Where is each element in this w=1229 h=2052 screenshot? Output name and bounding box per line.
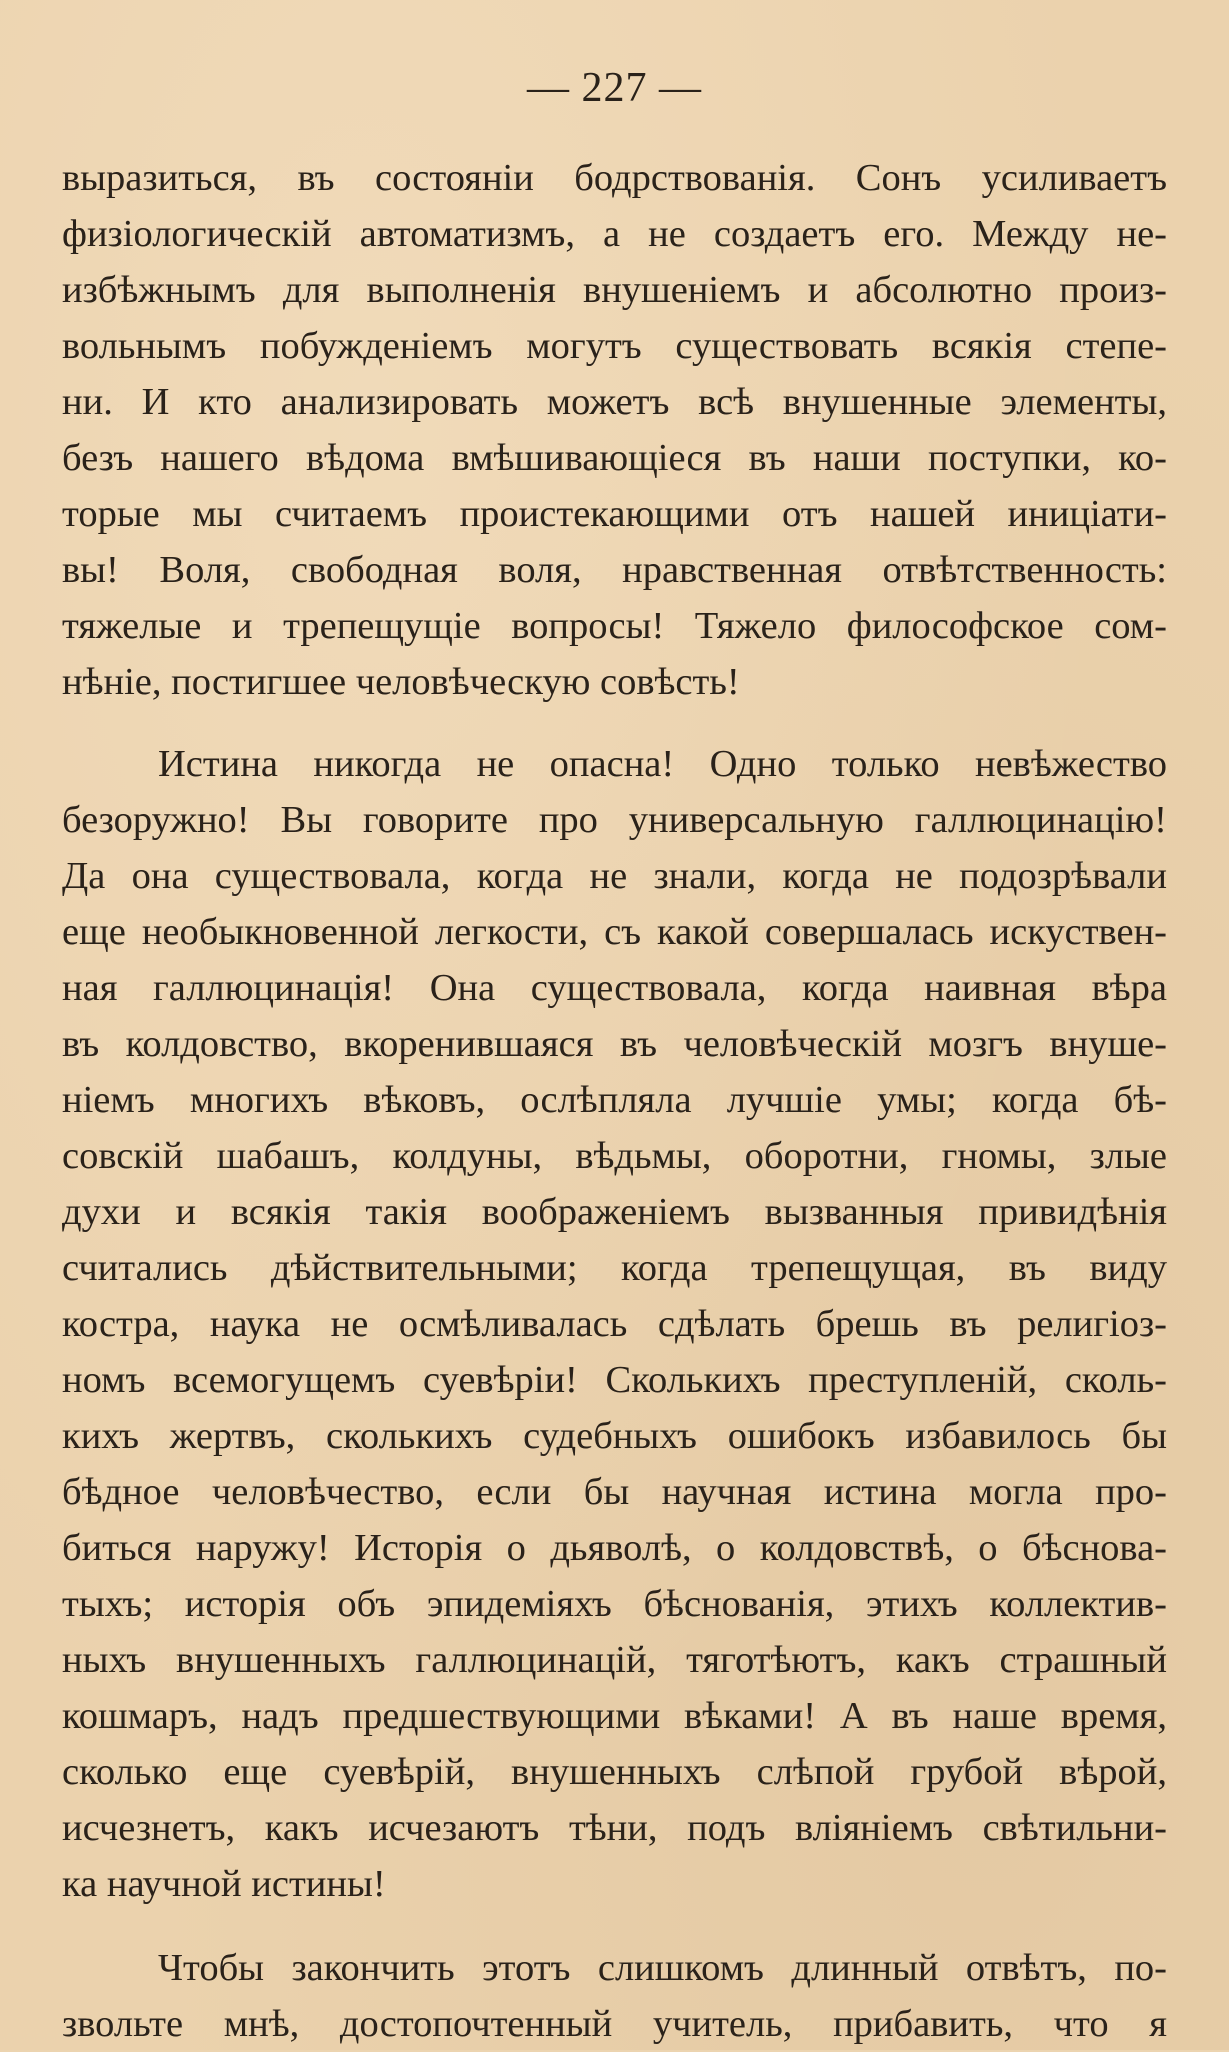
text-line: костра, наука не осмѣливалась сдѣлать брешь въ религіоз- bbox=[62, 1303, 1167, 1345]
text-line: физіологическій автоматизмъ, а не создаетъ его. Между не- bbox=[62, 213, 1167, 255]
text-line: ніемъ многихъ вѣковъ, ослѣпляла лучшіе умы; когда бѣ- bbox=[62, 1079, 1167, 1121]
text-line: избѣжнымъ для выполненія внушеніемъ и абсолютно произ- bbox=[62, 269, 1167, 311]
text-line: выразиться, въ состояніи бодрствованія. Сонъ усиливаетъ bbox=[62, 157, 1167, 199]
page-number: — 227 — bbox=[527, 65, 702, 111]
text-line: звольте мнѣ, достопочтенный учитель, прибавить, что я bbox=[62, 2003, 1167, 2045]
text-line: считались дѣйствительными; когда трепещущая, въ виду bbox=[62, 1247, 1167, 1289]
text-line: безоружно! Вы говорите про универсальную галлюцинацію! bbox=[62, 799, 1167, 841]
text-line: кошмаръ, надъ предшествующими вѣками! А въ наше время, bbox=[62, 1695, 1167, 1737]
text-line: Истина никогда не опасна! Одно только невѣжество bbox=[158, 743, 1167, 785]
text-line: вы! Воля, свободная воля, нравственная отвѣтственность: bbox=[62, 549, 1167, 591]
text-line: еще необыкновенной легкости, съ какой совершалась искуствен- bbox=[62, 911, 1167, 953]
text-line: ныхъ внушенныхъ галлюцинацій, тяготѣютъ, какъ страшный bbox=[62, 1639, 1167, 1681]
text-line: ная галлюцинація! Она существовала, когда наивная вѣра bbox=[62, 967, 1167, 1009]
text-line: ка научной истины! bbox=[62, 1863, 386, 1905]
text-line: исчезнетъ, какъ исчезаютъ тѣни, подъ вліяніемъ свѣтильни- bbox=[62, 1807, 1167, 1849]
text-line: совскій шабашъ, колдуны, вѣдьмы, оборотни, гномы, злые bbox=[62, 1135, 1167, 1177]
text-line: ни. И кто анализировать можетъ всѣ внушенные элементы, bbox=[62, 381, 1167, 423]
text-line: безъ нашего вѣдома вмѣшивающіеся въ наши поступки, ко- bbox=[62, 437, 1167, 479]
text-line: нѣніе, постигшее человѣческую совѣсть! bbox=[62, 661, 740, 703]
text-line: торые мы считаемъ проистекающими отъ нашей иниціати- bbox=[62, 493, 1167, 535]
text-line: въ колдовство, вкоренившаяся въ человѣческій мозгъ внуше- bbox=[62, 1023, 1167, 1065]
text-line: номъ всемогущемъ суевѣріи! Сколькихъ преступленій, сколь- bbox=[62, 1359, 1167, 1401]
text-line: тыхъ; исторія объ эпидеміяхъ бѣснованія, этихъ коллектив- bbox=[62, 1583, 1167, 1625]
text-line: кихъ жертвъ, сколькихъ судебныхъ ошибокъ избавилось бы bbox=[62, 1415, 1167, 1457]
text-line: сколько еще суевѣрій, внушенныхъ слѣпой грубой вѣрой, bbox=[62, 1751, 1167, 1793]
text-line: бѣдное человѣчество, если бы научная истина могла про- bbox=[62, 1471, 1167, 1513]
text-line: Да она существовала, когда не знали, когда не подозрѣвали bbox=[62, 855, 1167, 897]
text-line: тяжелые и трепещущіе вопросы! Тяжело философское сом- bbox=[62, 605, 1167, 647]
text-line: вольнымъ побужденіемъ могутъ существовать всякія степе- bbox=[62, 325, 1167, 367]
text-line: духи и всякія такія воображеніемъ вызванныя привидѣнія bbox=[62, 1191, 1167, 1233]
text-line: Чтобы закончить этотъ слишкомъ длинный отвѣтъ, по- bbox=[158, 1947, 1167, 1989]
text-line: биться наружу! Исторія о дьяволѣ, о колдовствѣ, о бѣснова- bbox=[62, 1527, 1167, 1569]
